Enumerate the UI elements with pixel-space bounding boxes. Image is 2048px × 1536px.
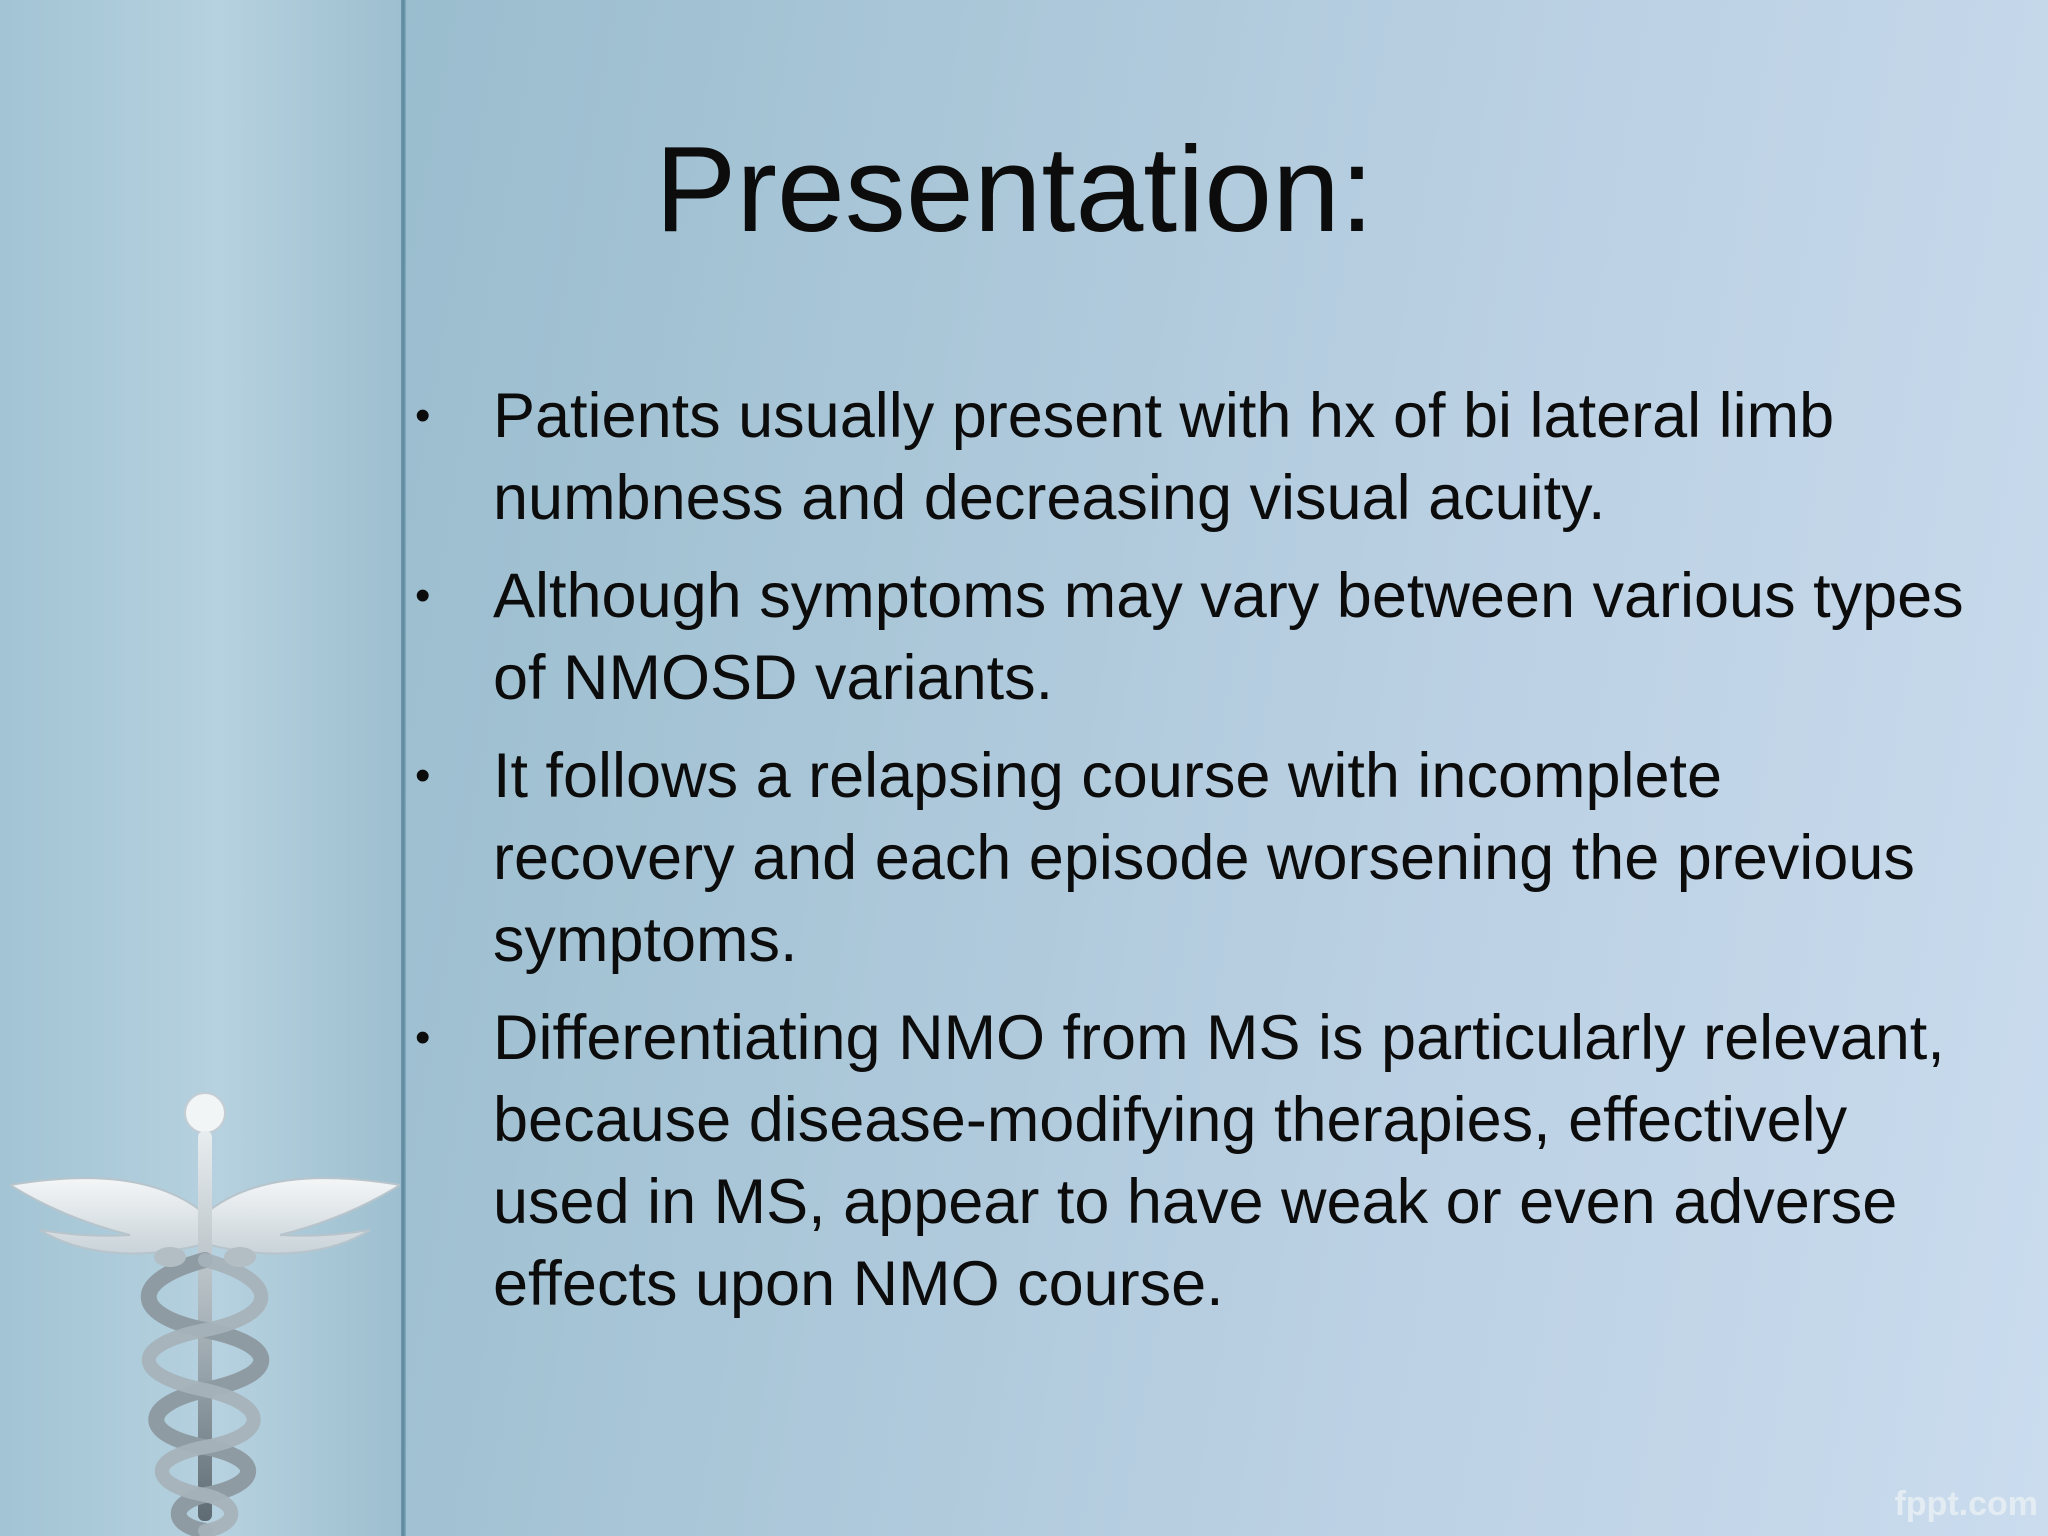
list-item bbox=[415, 997, 1975, 1325]
list-item bbox=[415, 555, 1975, 719]
bullet-marker: • bbox=[415, 751, 431, 800]
bullet-text: Although symptoms may vary between various types of NMOSD variants. bbox=[493, 561, 1964, 713]
caduceus-icon bbox=[10, 1085, 400, 1536]
bullet-list bbox=[415, 375, 1975, 1341]
watermark: fppt.com bbox=[1894, 1485, 2038, 1523]
bullet-marker: • bbox=[415, 391, 431, 440]
bullet-marker: • bbox=[415, 1013, 431, 1062]
list-item bbox=[415, 735, 1975, 981]
panel-divider bbox=[401, 0, 406, 1536]
bullet-text: Patients usually present with hx of bi lateral limb numbness and decreasing visual acuity. bbox=[493, 381, 1835, 533]
bullet-text: Differentiating NMO from MS is particularly relevant, because disease-modifying therapies, effectively used in MS, appear to have weak or even adverse effects upon NMO course. bbox=[493, 1003, 1945, 1319]
bullet-marker: • bbox=[415, 571, 431, 620]
bullet-text: It follows a relapsing course with incomplete recovery and each episode worsening the previous symptoms. bbox=[493, 741, 1915, 975]
list-item bbox=[415, 375, 1975, 539]
slide-title: Presentation: bbox=[655, 121, 1374, 257]
